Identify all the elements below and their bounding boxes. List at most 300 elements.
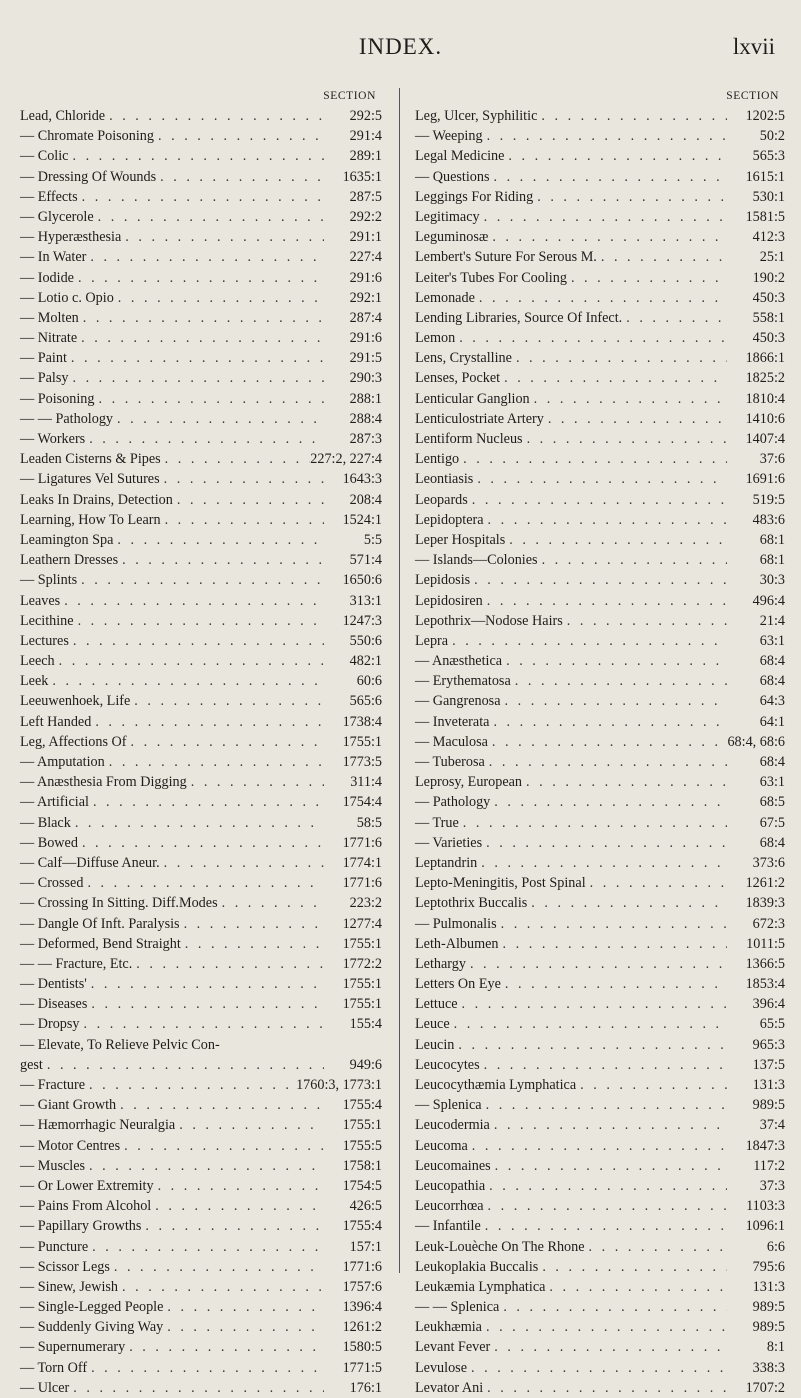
entry-section-ref: 288:1: [349, 390, 382, 407]
index-entry: [20, 570, 382, 590]
entry-section-ref: 1615:1: [745, 168, 785, 185]
entry-label: — Hæmorrhagic Neuralgia: [20, 1117, 176, 1134]
index-entry: [415, 1115, 785, 1135]
entry-section-ref: 292:1: [349, 289, 382, 306]
dot-leader: [483, 1378, 727, 1398]
dot-leader: [88, 1237, 324, 1257]
entry-section-ref: 287:3: [349, 431, 382, 447]
index-entry: [415, 1317, 785, 1337]
dot-leader: [173, 490, 324, 510]
entry-section-ref: 1825:2: [745, 370, 785, 387]
dot-leader: [68, 146, 324, 166]
entry-section-ref: 989:5: [752, 1097, 785, 1114]
entry-label: Leguminosæ: [415, 229, 489, 246]
index-entry: [415, 833, 785, 853]
dot-leader: [563, 611, 727, 631]
index-entry: [20, 813, 382, 833]
entry-section-ref: 1847:3: [745, 1137, 785, 1154]
index-entry: [415, 1337, 785, 1357]
index-entry: [20, 550, 382, 570]
entry-section-ref: 287:4: [349, 309, 382, 326]
entry-label: — Palsy: [20, 370, 69, 387]
entry-section-ref: 63:1: [759, 632, 785, 649]
entry-label: Leptothrix Buccalis: [415, 895, 528, 912]
entry-label: — Iodide: [20, 269, 74, 286]
entry-label: — Fracture: [20, 1077, 86, 1093]
dot-leader: [161, 510, 324, 530]
index-entry: [20, 1156, 382, 1176]
page-number: lxvii: [732, 34, 775, 59]
index-entry: [415, 591, 785, 611]
index-entry: [20, 247, 382, 267]
entry-label: — Maculosa: [415, 733, 488, 750]
dot-leader: [468, 490, 727, 510]
dot-leader: [545, 1277, 727, 1297]
dot-leader: [567, 268, 727, 288]
entry-section-ref: 292:2: [349, 208, 382, 225]
entry-label: Leuk-Louèche On The Rhone: [415, 1238, 585, 1255]
dot-leader: [163, 1297, 324, 1317]
entry-label: Lending Libraries, Source Of Infect.: [415, 309, 623, 326]
dot-leader: [477, 853, 727, 873]
entry-section-ref: 58:5: [356, 814, 382, 831]
entry-label: Lecithine: [20, 612, 74, 629]
entry-label: Legal Medicine: [415, 148, 505, 165]
entry-section-ref: 565:6: [349, 693, 382, 710]
index-entry: [20, 994, 382, 1014]
dot-leader: [530, 389, 727, 409]
dot-leader: [537, 106, 727, 126]
entry-section-ref: 550:6: [349, 632, 382, 649]
entry-label: — True: [415, 814, 459, 831]
entry-section-ref: 227:2, 227:4: [310, 451, 382, 468]
index-entry: [20, 934, 382, 954]
entry-label: Leech: [20, 653, 55, 670]
dot-leader: [538, 550, 727, 570]
dot-leader: [69, 631, 324, 651]
entry-label: Leg, Affections Of: [20, 733, 127, 750]
dot-leader: [450, 1014, 727, 1034]
index-entry: [415, 1297, 785, 1317]
entry-section-ref: 1707:2: [745, 1379, 785, 1396]
dot-leader: [597, 247, 727, 267]
right-entry-list: [415, 106, 785, 1398]
left-column: [20, 90, 382, 1398]
dot-leader: [544, 409, 727, 429]
dot-leader: [622, 308, 727, 328]
dot-leader: [55, 651, 324, 671]
index-entry: [20, 914, 382, 934]
dot-leader: [160, 853, 324, 873]
index-entry: [415, 893, 785, 913]
dot-leader: [482, 833, 727, 853]
entry-label: — Torn Off: [20, 1359, 88, 1376]
index-entry: [20, 1317, 382, 1337]
dot-leader: [87, 994, 324, 1014]
entry-label: — Inveterata: [415, 713, 490, 730]
dot-leader: [67, 348, 324, 368]
entry-section-ref: 530:1: [752, 188, 785, 205]
dot-leader: [118, 1277, 324, 1297]
index-entry: [415, 1378, 785, 1398]
dot-leader: [468, 1136, 727, 1156]
index-entry: [20, 631, 382, 651]
dot-leader: [470, 570, 727, 590]
index-entry: [415, 1176, 785, 1196]
index-entry: [415, 368, 785, 388]
entry-section-ref: 496:4: [752, 592, 785, 609]
entry-section-ref: 1103:3: [746, 1198, 785, 1215]
dot-leader: [130, 691, 324, 711]
index-entry: [20, 268, 382, 288]
dot-leader: [83, 873, 324, 893]
entry-section-ref: 450:3: [752, 330, 785, 347]
entry-section-ref: 1760:3, 1773:1: [296, 1077, 382, 1093]
entry-section-ref: 1643:3: [342, 471, 382, 488]
dot-leader: [489, 167, 727, 187]
entry-section-ref: 989:5: [752, 1319, 785, 1336]
dot-leader: [586, 873, 727, 893]
index-entry: [415, 651, 785, 671]
entry-section-ref: 5:5: [363, 531, 382, 548]
page-title: INDEX.: [358, 34, 443, 59]
entry-section-ref: 1366:5: [745, 955, 785, 972]
index-entry: [415, 1216, 785, 1236]
entry-label: — Papillary Growths: [20, 1218, 142, 1235]
entry-label: Lectures: [20, 632, 69, 649]
entry-section-ref: 1738:4: [342, 713, 382, 730]
dot-leader: [480, 1055, 727, 1075]
entry-label: Leamington Spa: [20, 531, 114, 548]
entry-section-ref: 68:4: [759, 653, 785, 670]
index-entry: [20, 167, 382, 187]
dot-leader: [105, 752, 324, 772]
dot-leader: [74, 611, 324, 631]
entry-label: — Workers: [20, 431, 86, 447]
entry-section-ref: 1773:5: [342, 754, 382, 770]
entry-label: — Dangle Of Inft. Paralysis: [20, 915, 180, 932]
entry-section-ref: 949:6: [349, 1056, 382, 1073]
entry-section-ref: 1853:4: [745, 976, 785, 993]
index-entry: [20, 1277, 382, 1297]
index-entry: [415, 550, 785, 570]
dot-leader: [154, 126, 324, 146]
entry-label: — Crossing In Sitting. Diff.Modes: [20, 895, 218, 912]
entry-label: Leontiasis: [415, 471, 474, 488]
entry-section-ref: 290:3: [349, 370, 382, 387]
index-entry: [20, 792, 382, 812]
index-entry: [415, 732, 785, 752]
entry-label: — Anæsthesia From Digging: [20, 774, 187, 791]
entry-section-ref: 64:1: [759, 713, 785, 730]
index-entry: [20, 146, 382, 166]
dot-leader: [163, 1317, 324, 1337]
index-entry: [415, 570, 785, 590]
index-entry: [20, 1136, 382, 1156]
index-entry: [415, 449, 785, 469]
dot-leader: [89, 792, 324, 812]
entry-section-ref: 1755:1: [342, 935, 382, 952]
index-entry: [20, 348, 382, 368]
index-entry: [20, 530, 382, 550]
entry-section-ref: 68:1: [759, 531, 785, 548]
entry-label: — Molten: [20, 309, 79, 326]
entry-section-ref: 1635:1: [342, 168, 382, 185]
index-entry: [20, 510, 382, 530]
entry-section-ref: 1757:6: [342, 1278, 382, 1295]
index-entry: [415, 146, 785, 166]
dot-leader: [512, 348, 727, 368]
entry-label: Letters On Eye: [415, 976, 501, 993]
index-entry: [20, 389, 382, 409]
entry-section-ref: 176:1: [349, 1379, 382, 1396]
entry-section-ref: 50:2: [759, 128, 785, 145]
entry-label: — Artificial: [20, 794, 89, 811]
entry-section-ref: 338:3: [752, 1359, 785, 1376]
dot-leader: [113, 530, 324, 550]
entry-label: Leaves: [20, 592, 61, 609]
dot-leader: [85, 1075, 296, 1095]
entry-label: Leptandrin: [415, 854, 478, 871]
entry-section-ref: 558:1: [752, 309, 785, 326]
entry-section-ref: 396:4: [752, 996, 785, 1013]
entry-section-ref: 565:3: [752, 148, 785, 165]
index-entry: [415, 268, 785, 288]
entry-section-ref: 1774:1: [342, 854, 382, 871]
entry-label: — Muscles: [20, 1157, 86, 1174]
entry-section-ref: 1758:1: [342, 1157, 382, 1174]
index-entry: [415, 954, 785, 974]
entry-section-ref: 6:6: [766, 1238, 785, 1255]
entry-section-ref: 68:4, 68:6: [727, 733, 785, 750]
index-entry: [20, 1378, 382, 1398]
index-entry: [20, 671, 382, 691]
index-entry: [20, 853, 382, 873]
entry-section-ref: 25:1: [759, 249, 785, 266]
entry-label: Lens, Crystalline: [415, 350, 512, 367]
entry-label: Leek: [20, 673, 49, 690]
index-entry: [20, 288, 382, 308]
index-entry: [415, 1075, 785, 1095]
index-entry: [415, 308, 785, 328]
entry-section-ref: 288:4: [349, 410, 382, 427]
entry-section-ref: 672:3: [752, 915, 785, 932]
dot-leader: [132, 954, 324, 974]
dot-leader: [523, 429, 727, 449]
entry-label: — Dropsy: [20, 1016, 80, 1033]
entry-section-ref: 292:5: [349, 108, 382, 124]
dot-leader: [480, 207, 727, 227]
index-entry: [415, 490, 785, 510]
entry-section-ref: 1202:5: [745, 108, 785, 124]
index-entry: [20, 106, 382, 126]
entry-label: gest: [20, 1056, 43, 1073]
entry-label: — Diseases: [20, 996, 88, 1013]
entry-section-ref: 1396:4: [342, 1299, 382, 1316]
entry-label: Lepidoptera: [415, 511, 484, 528]
dot-leader: [218, 893, 324, 913]
dot-leader: [466, 954, 727, 974]
index-entry: [20, 227, 382, 247]
entry-label: Lepto-Meningitis, Post Spinal: [415, 875, 586, 892]
entry-label: — Pathology: [415, 794, 491, 811]
entry-label: Lenticulostriate Artery: [415, 410, 544, 427]
index-entry: [415, 126, 785, 146]
entry-label: — Amputation: [20, 754, 105, 770]
dot-leader: [105, 106, 324, 126]
index-entry: [415, 409, 785, 429]
entry-section-ref: 989:5: [752, 1299, 785, 1316]
entry-section-ref: 30:3: [759, 572, 785, 589]
entry-section-ref: 1754:5: [342, 1177, 382, 1194]
index-entry: [20, 833, 382, 853]
dot-leader: [459, 449, 727, 469]
entry-label: — Elevate, To Relieve Pelvic Con-: [20, 1036, 220, 1053]
index-entry: [20, 429, 382, 449]
entry-section-ref: 63:1: [759, 774, 785, 791]
entry-label: Leggings For Riding: [415, 188, 534, 205]
entry-label: Leuce: [415, 1016, 450, 1033]
dot-leader: [95, 389, 325, 409]
dot-leader: [458, 994, 727, 1014]
dot-leader: [527, 893, 727, 913]
dot-leader: [80, 1014, 324, 1034]
dot-leader: [484, 1196, 727, 1216]
entry-label: Leg, Ulcer, Syphilitic: [415, 108, 538, 124]
entry-label: Leucorrhœa: [415, 1198, 484, 1215]
index-entry: [20, 1014, 382, 1034]
dot-leader: [482, 1095, 727, 1115]
dot-leader: [43, 1055, 324, 1075]
entry-section-ref: 1691:6: [745, 471, 785, 488]
dot-leader: [467, 1358, 727, 1378]
dot-leader: [500, 368, 727, 388]
entry-label: — Dressing Of Wounds: [20, 168, 157, 185]
index-entry: [415, 1035, 785, 1055]
entry-section-ref: 1410:6: [745, 410, 785, 427]
index-entry: [415, 1358, 785, 1378]
dot-leader: [455, 328, 727, 348]
entry-label: — Hyperæsthesia: [20, 229, 122, 246]
dot-leader: [121, 227, 324, 247]
entry-label: Leucopathia: [415, 1177, 486, 1194]
entry-label: Leiter's Tubes For Cooling: [415, 269, 567, 286]
entry-label: Leucocytes: [415, 1056, 480, 1073]
entry-section-ref: 1771:6: [342, 1258, 382, 1275]
entry-label: Levulose: [415, 1359, 468, 1376]
left-column-heading: SECTION: [323, 90, 376, 102]
dot-leader: [154, 1176, 324, 1196]
entry-label: Left Handed: [20, 713, 92, 730]
dot-leader: [161, 449, 311, 469]
entry-label: — Crossed: [20, 875, 84, 892]
entry-label: — Anæsthetica: [415, 653, 503, 670]
dot-leader: [160, 469, 324, 489]
entry-section-ref: 291:5: [349, 350, 382, 367]
dot-leader: [175, 1115, 324, 1135]
entry-section-ref: 1524:1: [342, 511, 382, 528]
entry-section-ref: 1247:3: [342, 612, 382, 629]
dot-leader: [522, 772, 727, 792]
entry-section-ref: 1755:4: [342, 1097, 382, 1114]
dot-leader: [71, 813, 324, 833]
dot-leader: [576, 1075, 727, 1095]
entry-section-ref: 426:5: [349, 1198, 382, 1215]
entry-section-ref: 287:5: [349, 188, 382, 205]
entry-section-ref: 1754:4: [342, 794, 382, 811]
index-entry: [415, 1014, 785, 1034]
entry-label: — Effects: [20, 188, 78, 205]
entry-label: — — Fracture, Etc.: [20, 955, 133, 972]
entry-label: Leucodermia: [415, 1117, 490, 1134]
index-entry: [415, 389, 785, 409]
index-entry: [20, 611, 382, 631]
dot-leader: [505, 530, 727, 550]
entry-section-ref: 1772:2: [342, 955, 382, 972]
index-entry: [415, 1095, 785, 1115]
entry-section-ref: 208:4: [349, 491, 382, 508]
entry-section-ref: 1839:3: [745, 895, 785, 912]
entry-label: — Deformed, Bend Straight: [20, 935, 181, 952]
entry-label: — Islands—Colonies: [415, 552, 538, 569]
entry-section-ref: 519:5: [752, 491, 785, 508]
dot-leader: [484, 510, 727, 530]
dot-leader: [110, 1257, 324, 1277]
entry-label: — Glycerole: [20, 208, 94, 225]
dot-leader: [485, 1176, 727, 1196]
dot-leader: [504, 146, 727, 166]
entry-section-ref: 8:1: [766, 1339, 785, 1356]
dot-leader: [91, 712, 324, 732]
entry-section-ref: 1755:1: [342, 976, 382, 993]
entry-label: — Scissor Legs: [20, 1258, 110, 1275]
entry-section-ref: 68:1: [759, 552, 785, 569]
dot-leader: [448, 631, 727, 651]
entry-label: — Lotio c. Opio: [20, 289, 114, 306]
dot-leader: [482, 1317, 727, 1337]
index-entry: [415, 974, 785, 994]
entry-label: — Chromate Poisoning: [20, 128, 154, 145]
entry-section-ref: 482:1: [349, 653, 382, 670]
entry-section-ref: 67:5: [759, 814, 785, 831]
column-divider: [399, 88, 400, 1273]
entry-section-ref: 64:3: [759, 693, 785, 710]
index-entry: [415, 1055, 785, 1075]
dot-leader: [87, 1358, 324, 1378]
dot-leader: [481, 1216, 727, 1236]
entry-label: — — Splenica: [415, 1299, 500, 1316]
dot-leader: [151, 1196, 324, 1216]
entry-label: Levator Ani: [415, 1379, 484, 1396]
entry-section-ref: 1810:4: [745, 390, 785, 407]
entry-section-ref: 313:1: [349, 592, 382, 609]
entry-label: — Nitrate: [20, 330, 78, 347]
entry-label: — Questions: [415, 168, 490, 185]
dot-leader: [86, 247, 324, 267]
index-entry: [20, 893, 382, 913]
index-entry: [20, 974, 382, 994]
dot-leader: [77, 328, 324, 348]
index-entry: [415, 1257, 785, 1277]
index-entry: [415, 813, 785, 833]
entry-section-ref: 291:6: [349, 330, 382, 347]
entry-label: Leukhæmia: [415, 1319, 482, 1336]
entry-label: — Splenica: [415, 1097, 482, 1114]
entry-label: — Dentists': [20, 976, 87, 993]
index-entry: [415, 429, 785, 449]
index-entry: [20, 207, 382, 227]
index-entry: [20, 1075, 382, 1095]
